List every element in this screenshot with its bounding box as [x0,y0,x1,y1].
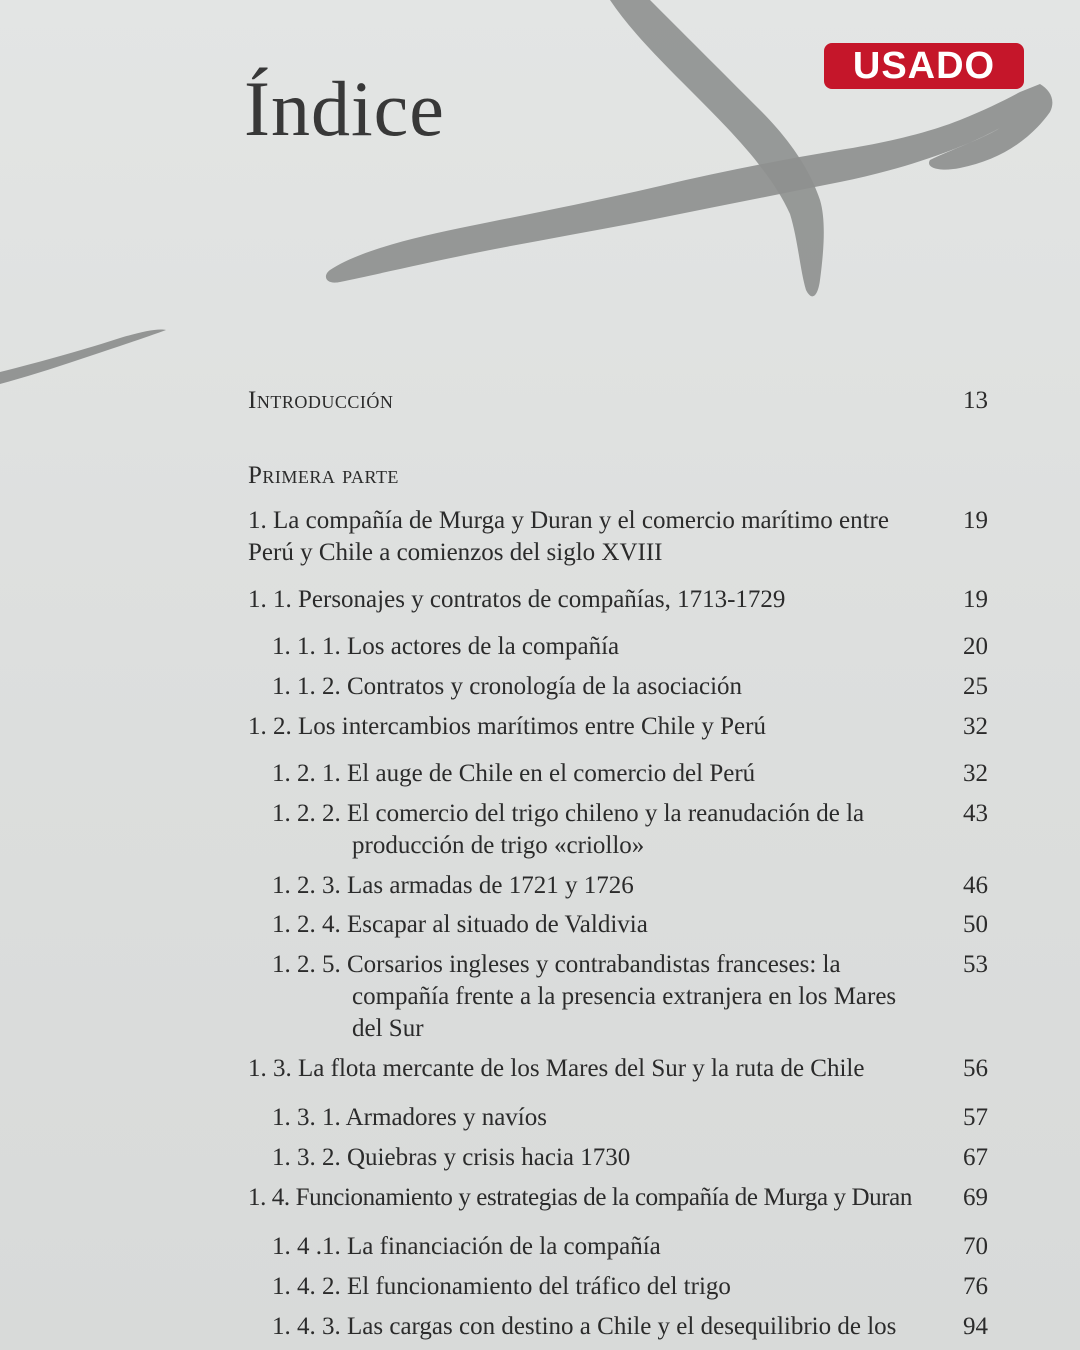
toc-label: 1. 3. 2. Quiebras y crisis hacia 1730 [272,1144,631,1171]
brush-stroke-left [0,329,166,384]
toc-page-number: 32 [963,713,988,740]
toc-page-number: 57 [963,1104,988,1131]
toc-page-number: 69 [963,1184,988,1211]
brush-stroke-diagonal [610,0,824,296]
page-title: Índice [244,65,445,152]
toc-page-number: 76 [963,1273,988,1300]
used-badge: USADO [824,43,1024,89]
toc-label: 1. 3. 1. Armadores y navíos [272,1104,547,1131]
toc-label: 1. 2. 2. El comercio del trigo chileno y la reanudación de la producción de trigo «criollo» [272,800,865,859]
toc-page-number: 56 [963,1055,988,1082]
toc-page-number: 19 [963,586,988,613]
section-heading: Primera parte [248,462,399,489]
toc-label: 1. 2. Los intercambios marítimos entre Chile y Perú [248,713,766,740]
toc-label: 1. 2. 5. Corsarios ingleses y contrabandistas franceses: la compañía frente a la presencia extranjera en los Mares del Sur [272,951,897,1042]
toc-page-number: 46 [963,872,988,899]
toc-label: 1. 4. Funcionamiento y estrategias de la compañía de Murga y Duran [248,1184,912,1211]
toc-page-number: 70 [963,1233,988,1260]
toc-label: 1. La compañía de Murga y Duran y el comercio marítimo entre Perú y Chile a comienzos del siglo XVIII [248,507,889,566]
toc-page-number: 43 [963,800,988,827]
toc-label: 1. 1. 2. Contratos y cronología de la asociación [272,673,743,700]
toc-page-number: 13 [963,387,988,414]
toc-label: 1. 4. 3. Las cargas con destino a Chile y el desequilibrio de los [272,1313,897,1340]
toc-label: 1. 2. 3. Las armadas de 1721 y 1726 [272,872,634,899]
toc-page-number: 20 [963,633,988,660]
toc-label: 1. 1. Personajes y contratos de compañías, 1713-1729 [248,586,786,613]
toc-label: 1. 2. 4. Escapar al situado de Valdivia [272,911,648,938]
toc-label: 1. 1. 1. Los actores de la compañía [272,633,620,660]
toc-page-number: 32 [963,760,988,787]
toc-label: Introducción [248,387,394,414]
toc-page-number: 94 [963,1313,988,1340]
toc-page-number: 25 [963,673,988,700]
toc-page-number: 50 [963,911,988,938]
toc-label: 1. 4 .1. La financiación de la compañía [272,1233,661,1260]
toc-page-number: 53 [963,951,988,978]
toc-label: 1. 3. La flota mercante de los Mares del Sur y la ruta de Chile [248,1055,865,1082]
toc-page-number: 19 [963,507,988,534]
toc-page-number: 67 [963,1144,988,1171]
toc-label: 1. 2. 1. El auge de Chile en el comercio del Perú [272,760,756,787]
toc-label: 1. 4. 2. El funcionamiento del tráfico del trigo [272,1273,731,1300]
